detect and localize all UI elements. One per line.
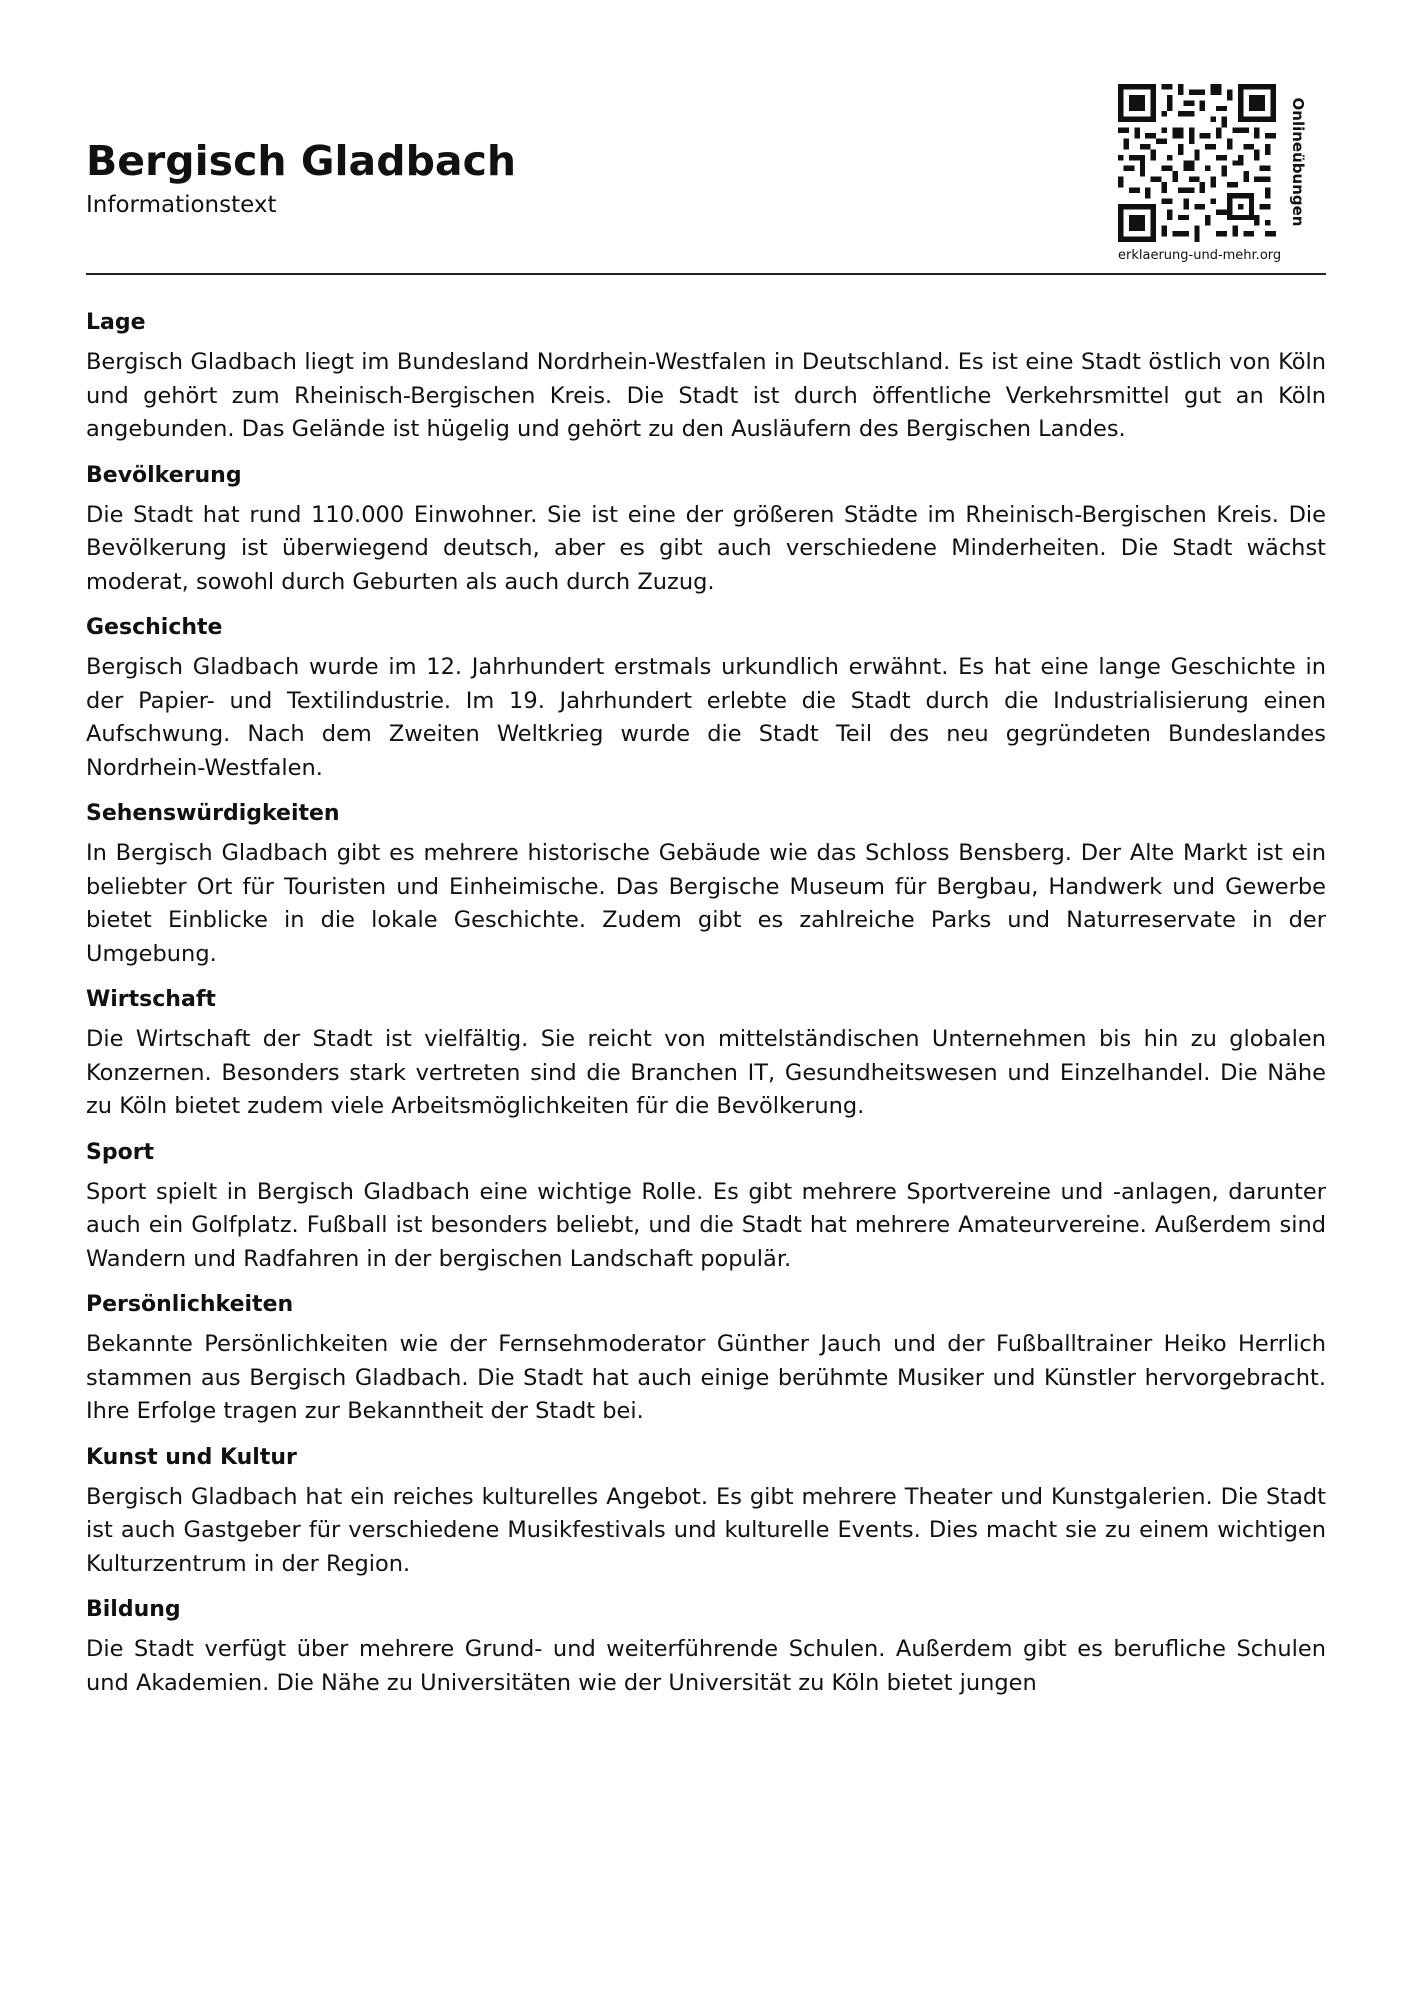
section-sehenswuerdigkeiten — [86, 797, 1326, 971]
qr-code-icon — [1118, 84, 1276, 242]
section-heading: Wirtschaft — [86, 987, 216, 1012]
section-wirtschaft — [86, 983, 1326, 1124]
section-text: In Bergisch Gladbach gibt es mehrere historische Gebäude wie das Schloss Bensberg. Der Alte Markt ist ein beliebter Ort für Touristen und Einheimische. Das Bergische Museum für Bergbau, Handwerk und Gewerbe bietet Einblicke in die lokale Geschichte. Zudem gibt es zahlreiche Parks und Naturreservate in der Umgebung. — [86, 840, 1326, 967]
qr-side-label: Onlineübungen — [1289, 97, 1307, 227]
section-text: Die Stadt hat rund 110.000 Einwohner. Sie ist eine der größeren Städte im Rheinisch-Bergischen Kreis. Die Bevölkerung ist überwiegend deutsch, aber es gibt auch verschiedene Minderheiten. Die Stadt wächst moderat, sowohl durch Geburten als auch durch Zuzug. — [86, 501, 1326, 595]
section-text: Bergisch Gladbach hat ein reiches kulturelles Angebot. Es gibt mehrere Theater und Kunstgalerien. Die Stadt ist auch Gastgeber für verschiedene Musikfestivals und kulturelle Events. Dies macht sie zu einem wichtigen Kulturzentrum in der Region. — [86, 1483, 1326, 1577]
section-heading: Lage — [86, 310, 146, 335]
section-persoenlichkeiten — [86, 1288, 1326, 1429]
page-title: Bergisch Gladbach — [86, 137, 517, 185]
section-text: Bekannte Persönlichkeiten wie der Fernsehmoderator Günther Jauch und der Fußballtrainer Heiko Herrlich stammen aus Bergisch Gladbach. Die Stadt hat auch einige berühmte Musiker und Künstler hervorgebracht. Ihre Erfolge tragen zur Bekanntheit der Stadt bei. — [86, 1331, 1326, 1424]
header-divider — [86, 273, 1326, 275]
qr-url-text[interactable]: erklaerung-und-mehr.org — [1118, 248, 1282, 263]
section-bevoelkerung — [86, 459, 1326, 600]
page-subtitle: Informationstext — [86, 192, 277, 218]
section-text: Die Stadt verfügt über mehrere Grund- und weiterführende Schulen. Außerdem gibt es berufliche Schulen und Akademien. Die Nähe zu Universitäten wie der Universität zu Köln bietet jungen — [86, 1636, 1326, 1696]
document-body — [86, 300, 1326, 2000]
section-text: Die Wirtschaft der Stadt ist vielfältig. Sie reicht von mittelständischen Unternehmen bis hin zu globalen Konzernen. Besonders stark vertreten sind die Branchen IT, Gesundheitswesen und Einzelhandel. Die Nähe zu Köln bietet zudem viele Arbeitsmöglichkeiten für die Bevölkerung. — [86, 1026, 1326, 1119]
section-heading: Kunst und Kultur — [86, 1444, 297, 1470]
section-heading: Geschichte — [86, 615, 223, 640]
section-text: Bergisch Gladbach wurde im 12. Jahrhundert erstmals urkundlich erwähnt. Es hat eine lange Geschichte in der Papier- und Textilindustrie. Im 19. Jahrhundert erlebte die Stadt durch die Industrialisierung einen Aufschwung. Nach dem Zweiten Weltkrieg wurde die Stadt Teil des neu gegründeten Bundeslandes Nordrhein-Westfalen. — [86, 654, 1326, 781]
qr-code-block[interactable] — [1118, 84, 1307, 263]
section-heading: Bildung — [86, 1597, 181, 1622]
section-sport — [86, 1136, 1326, 1277]
section-bildung — [86, 1593, 1326, 1700]
section-text: Sport spielt in Bergisch Gladbach eine wichtige Rolle. Es gibt mehrere Sportvereine und -anlagen, darunter auch ein Golfplatz. Fußball ist besonders beliebt, und die Stadt hat mehrere Amateurvereine. Außerdem sind Wandern und Radfahren in der bergischen Landschaft populär. — [86, 1178, 1326, 1272]
section-heading: Persönlichkeiten — [86, 1292, 294, 1317]
section-heading: Sehenswürdigkeiten — [86, 801, 340, 826]
section-text: Bergisch Gladbach liegt im Bundesland Nordrhein-Westfalen in Deutschland. Es ist eine Stadt östlich von Köln und gehört zum Rheinisch-Bergischen Kreis. Die Stadt ist durch öffentliche Verkehrsmittel gut an Köln angebunden. Das Gelände ist hügelig und gehört zu den Ausläufern des Bergischen Landes. — [86, 349, 1326, 442]
section-kunst-und-kultur — [86, 1441, 1326, 1582]
section-heading: Bevölkerung — [86, 462, 242, 488]
section-geschichte — [86, 611, 1326, 785]
section-heading: Sport — [86, 1139, 155, 1165]
section-lage — [86, 306, 1326, 447]
document-header — [86, 70, 1326, 275]
